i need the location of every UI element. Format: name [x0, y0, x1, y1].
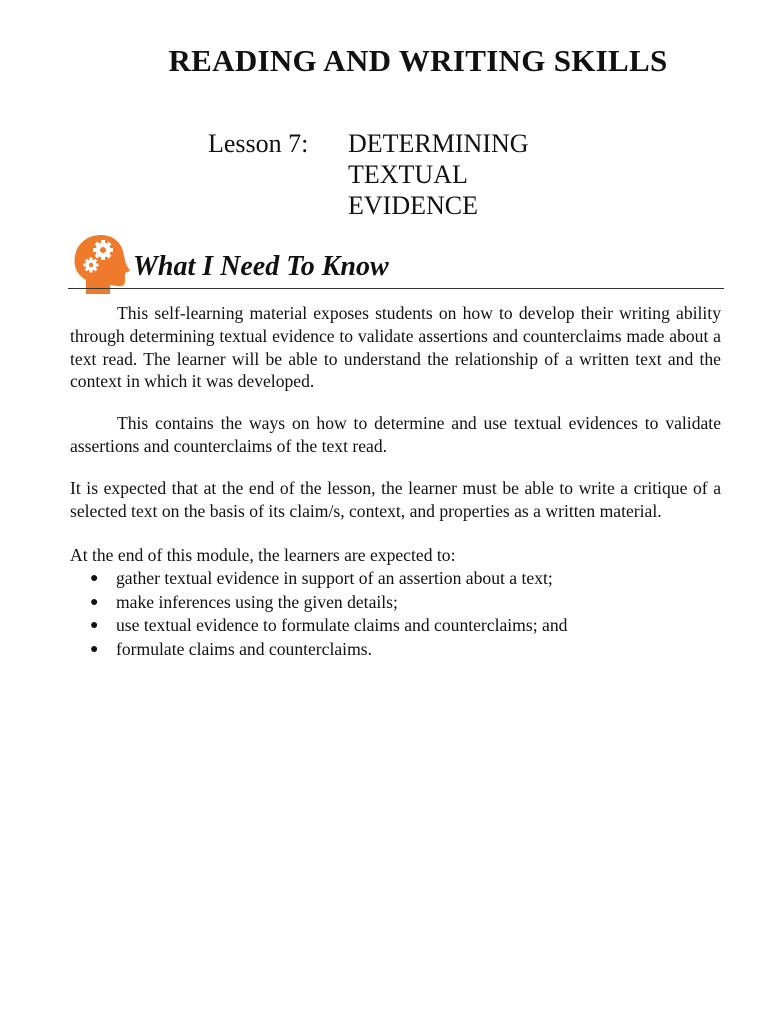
large-gear: [93, 240, 113, 260]
lesson-label: Lesson 7:: [208, 129, 309, 158]
contents-paragraph: This contains the ways on how to determine and use textual evidences to validate assertions and counterclaims of the text read.: [70, 413, 721, 456]
section-divider: [68, 288, 724, 289]
lesson-title: DETERMINING TEXTUAL EVIDENCE: [348, 129, 529, 220]
section-heading: What I Need To Know: [133, 251, 389, 282]
list-item: ● make inferences using the given details;: [90, 591, 720, 615]
head-with-gears-icon: [70, 232, 130, 294]
list-item: ● use textual evidence to formulate claims and counterclaims; and: [90, 614, 720, 638]
bullet-icon: ●: [90, 594, 99, 610]
bullet-icon: ●: [90, 618, 99, 633]
bullet-icon: ●: [90, 641, 99, 657]
objectives-intro: At the end of this module, the learners are expected to:: [70, 545, 456, 565]
intro-paragraph: This self-learning material exposes students on how to develop their writing ability through determining textual evidence to validate assertions and counterclaims made about a text read. The learner will be able to understand the relationship of a written text and the context in which it was developed.: [70, 303, 721, 392]
list-item: ● gather textual evidence in support of an assertion about a text;: [90, 567, 720, 591]
list-item: ● formulate claims and counterclaims.: [90, 638, 720, 662]
expectation-paragraph: It is expected that at the end of the lesson, the learner must be able to write a critique of a selected text on the basis of its claim/s, context, and properties as a written material.: [70, 478, 721, 521]
small-gear: [84, 258, 99, 273]
bullet-icon: ●: [90, 571, 99, 586]
objectives-list: [90, 567, 720, 661]
document-title: READING AND WRITING SKILLS: [168, 43, 668, 78]
